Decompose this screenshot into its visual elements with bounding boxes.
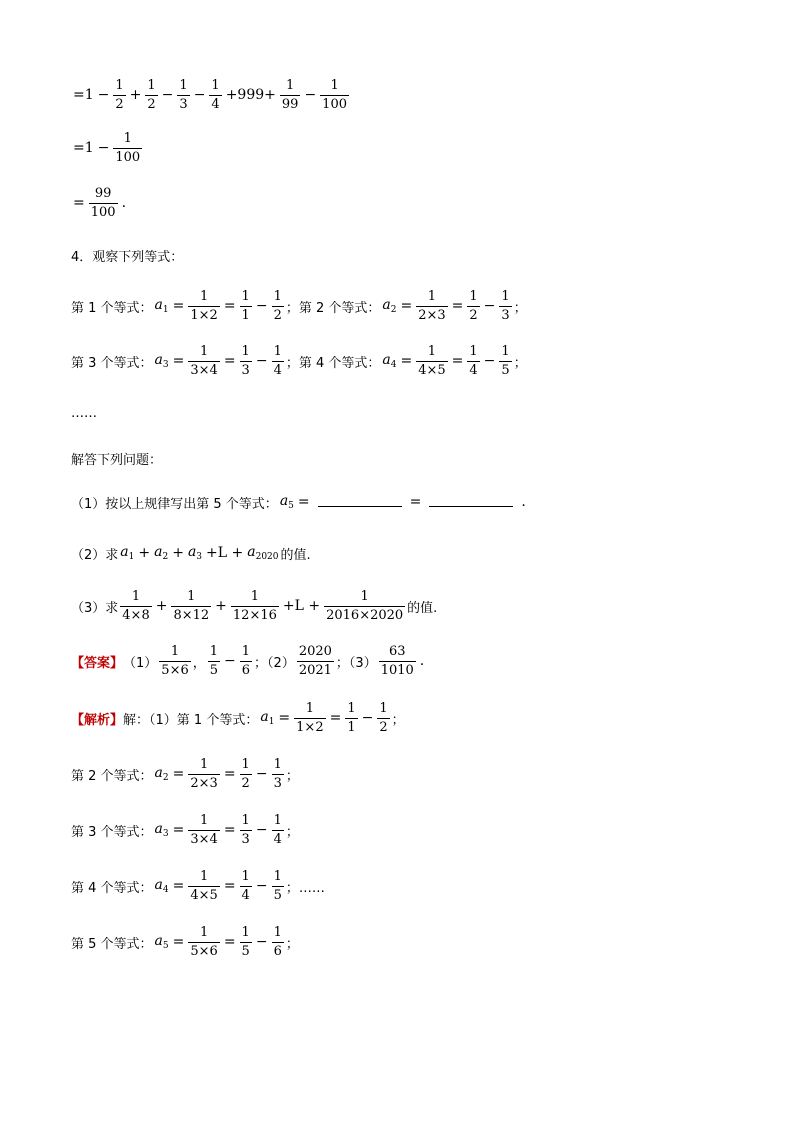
fraction-denominator: 100 [90,204,116,220]
fraction-denominator: 4 [241,887,250,903]
fraction-denominator: 12×16 [232,607,277,623]
text-run: 的值. [280,547,311,563]
text-run: ；第 2 个等式： [285,300,381,316]
variable: $a_3$ [187,544,203,562]
fraction-denominator: 6 [241,662,251,678]
fraction-denominator: 99 [281,96,299,112]
text-run: 解答下列问题： [71,452,163,468]
fraction [467,344,479,379]
text-run: （2）求 [71,547,119,563]
operator: + [172,545,184,561]
operator: = [223,878,236,894]
fraction [272,757,284,792]
text-line [71,805,299,855]
variable: $a_3$ [154,352,169,370]
text-run: （3）求 [71,600,119,616]
fraction-denominator: 4×8 [122,607,150,623]
text-run: 第 5 个等式： [71,936,153,952]
operator: − [97,87,110,103]
fraction-denominator: 2×3 [190,775,218,791]
operator: = [400,298,413,314]
text-run: …… [71,405,97,421]
fraction [159,644,190,679]
text-run: 第 2 个等式： [71,768,153,784]
operator: = [172,934,185,950]
text-run: ； [513,355,527,371]
fraction-denominator: 4 [273,362,282,378]
text-run: 解：（1）第 1 个等式： [123,712,259,728]
fraction-denominator: 2 [273,307,282,323]
fraction-denominator: 2016×2020 [326,607,404,623]
fraction-denominator: 3 [501,307,510,323]
fraction-denominator: 4 [211,96,220,112]
operator: − [255,766,268,782]
fraction-denominator: 3 [273,775,282,791]
operator: = [223,353,236,369]
operator: = [172,766,185,782]
fraction-denominator: 4×5 [190,887,218,903]
fraction-denominator: 2 [147,96,156,112]
fraction-numerator: 1 [209,643,219,659]
fraction-denominator: 6 [273,943,282,959]
variable: $a_5$ [154,933,169,951]
variable: $a_2$ [382,297,397,315]
text-line [71,477,528,527]
text-line [71,178,128,228]
variable: $a_4$ [154,877,169,895]
text-line [71,123,144,173]
fraction-numerator: 1 [241,756,250,772]
text-run: 的值. [407,600,438,616]
fraction-denominator: 1010 [380,662,414,678]
fraction [272,813,284,848]
variable: $a_2$ [154,544,169,562]
operator: − [255,298,268,314]
operator: = [409,494,422,510]
operator: . [521,494,526,510]
fraction [272,344,284,379]
operator: = [451,298,464,314]
fraction-numerator: 1 [469,288,478,304]
variable: $a_1$ [260,709,275,727]
fraction-numerator: 1 [115,77,124,93]
fraction-numerator: 1 [199,868,209,884]
fraction-denominator: 1 [347,719,356,735]
variable: $a_4$ [382,352,397,370]
text-run: ， [192,655,206,671]
fraction-numerator: 1 [123,130,132,146]
operator: = [223,822,236,838]
answer-blank [429,498,513,507]
fraction [377,701,389,736]
operator: − [224,653,236,669]
fraction [188,344,219,379]
fraction [467,289,479,324]
fraction [89,186,118,221]
fraction-numerator: 63 [388,643,406,659]
fraction-numerator: 1 [286,77,295,93]
fraction-denominator: 8×12 [173,607,210,623]
fraction [188,813,219,848]
fraction [113,131,142,166]
fraction-numerator: 1 [241,343,250,359]
text-run: 第 3 个等式： [71,824,153,840]
fraction-denominator: 5 [501,362,510,378]
fraction [272,289,284,324]
fraction-denominator: 5×6 [190,943,218,959]
text-run: ； [391,712,405,728]
fraction-numerator: 1 [305,700,315,716]
fraction [379,644,416,679]
fraction-denominator: 1×2 [296,719,324,735]
operator: = [223,298,236,314]
fraction-numerator: 1 [273,868,282,884]
fraction-denominator: 3×4 [190,831,218,847]
text-run: ；第 4 个等式： [285,355,381,371]
text-line [71,528,311,578]
fraction [416,344,447,379]
text-line [71,917,299,967]
fraction-denominator: 2021 [298,662,332,678]
fraction-numerator: 1 [241,812,250,828]
fraction-numerator: 1 [179,77,188,93]
text-line [71,70,351,120]
text-run: ； [285,936,299,952]
operator: . [121,195,127,211]
text-run: ；（2） [254,655,295,671]
fraction [240,644,252,679]
fraction-denominator: 1 [241,307,250,323]
fraction-numerator: 1 [379,700,388,716]
fraction [120,589,151,624]
operator: = [73,195,85,211]
text-line [71,388,97,438]
fraction [188,869,219,904]
fraction-denominator: 4 [273,831,282,847]
fraction [416,289,447,324]
operator: − [255,934,268,950]
operator: . [419,653,425,669]
fraction-denominator: 4×5 [418,362,446,378]
operator: = [451,353,464,369]
fraction [113,78,125,113]
fraction-denominator: 1×2 [190,307,218,323]
text-line [71,861,325,911]
fraction-numerator: 2020 [298,643,332,659]
fraction [280,78,301,113]
text-run: 第 3 个等式： [71,355,153,371]
operator: +999+ [225,87,276,103]
fraction-denominator: 3×4 [190,362,218,378]
fraction-numerator: 1 [241,868,250,884]
fraction [145,78,157,113]
text-line [71,281,527,331]
text-line [71,336,527,386]
operator: − [193,87,206,103]
fraction [499,289,511,324]
text-run: （1） [123,655,158,671]
fraction-denominator: 4 [469,362,478,378]
fraction-denominator: 2×3 [418,307,446,323]
fraction-denominator: 5 [209,662,219,678]
fraction [188,757,219,792]
fraction [240,813,252,848]
fraction-numerator: 1 [347,700,356,716]
fraction [272,925,284,960]
text-line [71,230,183,280]
fraction-numerator: 1 [211,77,220,93]
fraction-numerator: 1 [199,343,209,359]
fraction-numerator: 1 [469,343,478,359]
variable: $a_2$ [154,765,169,783]
operator: − [361,710,374,726]
fraction [188,925,219,960]
fraction-numerator: 1 [427,343,437,359]
fraction [231,589,279,624]
fraction-denominator: 2 [469,307,478,323]
fraction-numerator: 1 [199,288,209,304]
operator: =1 [73,140,94,156]
fraction [171,589,211,624]
fraction [177,78,189,113]
fraction-numerator: 1 [273,343,282,359]
text-run: ；（3） [335,655,377,671]
operator: − [483,298,496,314]
fraction-numerator: 1 [501,343,510,359]
text-line [71,433,162,483]
operator: = [172,298,185,314]
operator: = [400,353,413,369]
operator: − [255,878,268,894]
operator: = [172,353,185,369]
fraction-numerator: 1 [241,643,251,659]
fraction-numerator: 99 [94,185,112,201]
operator: = [329,710,342,726]
fraction-denominator: 2 [241,775,250,791]
text-run: 第 4 个等式： [71,880,153,896]
text-line [71,636,426,686]
fraction [209,78,221,113]
operator: + [155,598,168,614]
fraction-numerator: 1 [273,288,282,304]
fraction-denominator: 3 [179,96,188,112]
fraction-numerator: 1 [501,288,510,304]
variable: $a_1$ [154,297,169,315]
fraction-numerator: 1 [199,924,209,940]
fraction [499,344,511,379]
fraction [240,869,252,904]
variable: $a_1$ [120,544,135,562]
fraction [320,78,349,113]
fraction [345,701,357,736]
text-run: 4．观察下列等式： [71,249,184,265]
fraction [240,344,252,379]
fraction [272,869,284,904]
fraction-denominator: 2 [379,719,388,735]
operator: = [172,822,185,838]
fraction-numerator: 1 [273,756,282,772]
fraction-numerator: 1 [250,588,260,604]
operator: − [255,822,268,838]
fraction-numerator: 1 [273,924,282,940]
fraction-numerator: 1 [170,643,180,659]
fraction-numerator: 1 [330,77,339,93]
fraction-numerator: 1 [360,588,369,604]
text-run: ；…… [285,880,325,896]
operator: = [297,494,310,510]
fraction [240,289,252,324]
fraction [297,644,334,679]
fraction-numerator: 1 [187,588,196,604]
fraction [188,289,219,324]
fraction-denominator: 100 [115,149,141,165]
fraction-numerator: 1 [147,77,156,93]
variable: $a_{2020}$ [247,544,279,562]
answer-blank [318,498,402,507]
operator: = [223,766,236,782]
text-line [71,693,405,743]
operator: − [161,87,174,103]
fraction-denominator: 3 [241,831,250,847]
operator: = [278,710,291,726]
variable: $a_5$ [279,493,294,511]
text-line [71,749,299,799]
operator: − [255,353,268,369]
text-run: ； [513,300,527,316]
fraction-denominator: 5 [241,943,250,959]
fraction-denominator: 5 [273,887,282,903]
operator: + [215,598,227,614]
operator: + [138,545,151,561]
section-label: 【答案】 [71,655,124,671]
operator: = [223,934,236,950]
fraction [240,757,252,792]
fraction-numerator: 1 [199,756,209,772]
operator: − [483,353,496,369]
text-run: （1）按以上规律写出第 5 个等式： [71,496,278,512]
fraction [324,589,405,624]
fraction-denominator: 5×6 [161,662,189,678]
text-run: 第 1 个等式： [71,300,153,316]
fraction-numerator: 1 [241,924,250,940]
fraction-numerator: 1 [131,588,141,604]
operator: − [97,140,110,156]
fraction-numerator: 1 [273,812,282,828]
fraction-numerator: 1 [199,812,209,828]
fraction-numerator: 1 [427,288,437,304]
fraction [240,925,252,960]
operator: =1 [73,87,94,103]
operator: − [304,87,317,103]
text-run: ； [285,824,299,840]
fraction [294,701,325,736]
fraction-denominator: 100 [322,96,347,112]
text-run: ； [285,768,299,784]
section-label: 【解析】 [71,712,124,728]
fraction-numerator: 1 [241,288,250,304]
fraction-denominator: 3 [241,362,250,378]
operator: +L + [206,545,244,561]
fraction [208,644,220,679]
text-line [71,581,437,631]
variable: $a_3$ [154,821,169,839]
operator: = [172,878,185,894]
operator: + [129,87,142,103]
fraction-denominator: 2 [115,96,124,112]
operator: +L + [282,598,321,614]
